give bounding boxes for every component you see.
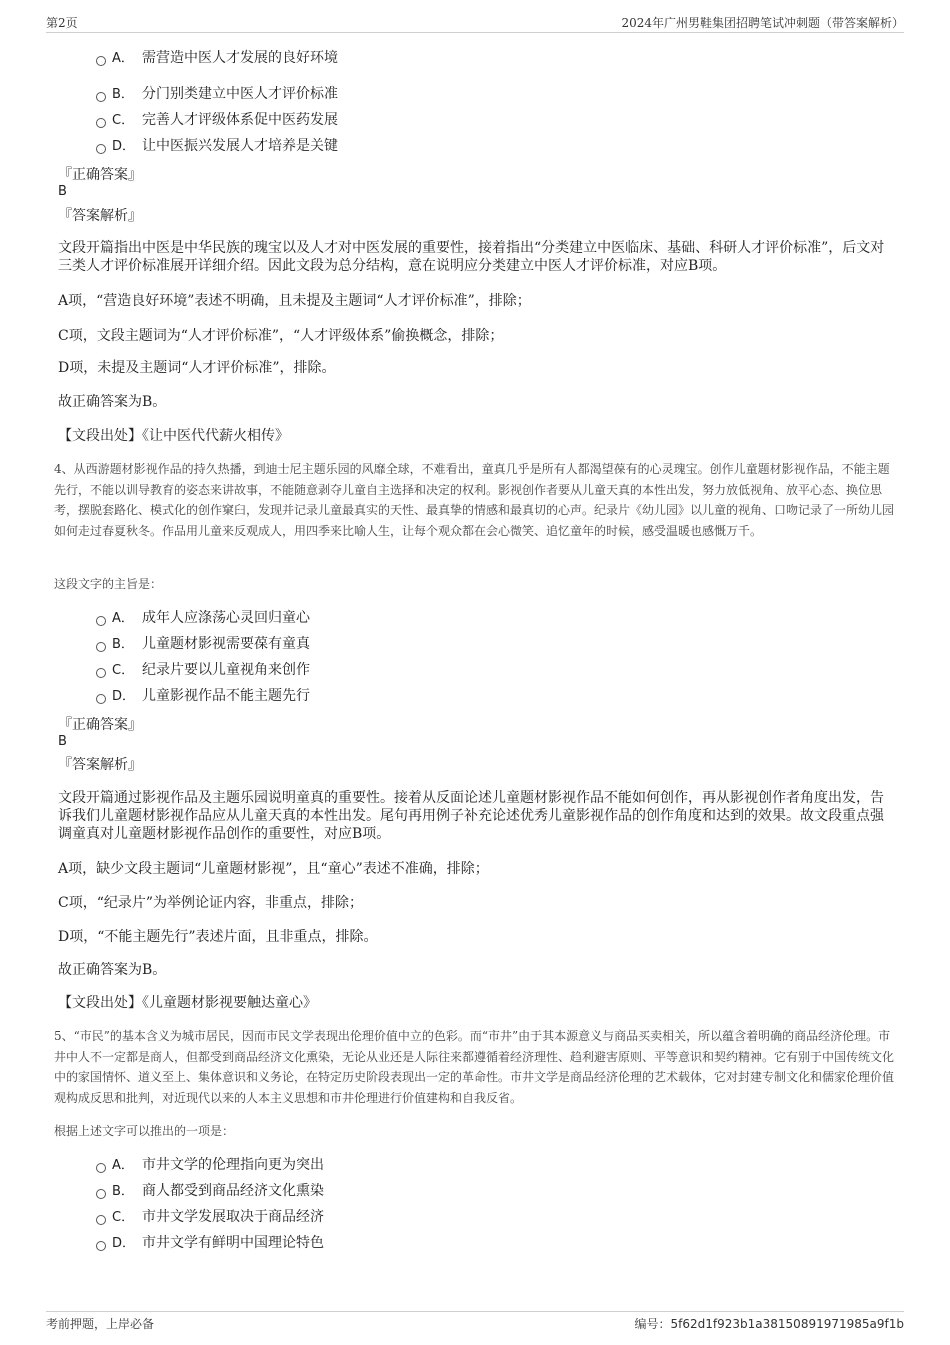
code-value: 5f62d1f923b1a38150891971985a9f1b	[670, 1317, 904, 1331]
q4-conclusion: 故正确答案为B。	[58, 962, 167, 978]
q3-option-d[interactable]: D． 让中医振兴发展人才培养是关键	[96, 136, 338, 156]
q4-prompt: 这段文字的主旨是：	[54, 577, 163, 591]
q3-answer-label: 『正确答案』	[58, 167, 142, 183]
page-header	[46, 14, 904, 33]
radio-icon[interactable]	[96, 1241, 106, 1251]
radio-icon[interactable]	[96, 642, 106, 652]
q4-option-d[interactable]: D． 儿童影视作品不能主题先行	[96, 686, 310, 706]
radio-icon[interactable]	[96, 118, 106, 128]
radio-icon[interactable]	[96, 92, 106, 102]
q3-option-c[interactable]: C． 完善人才评级体系促中医药发展	[96, 110, 338, 130]
q3-analysis-label: 『答案解析』	[58, 208, 142, 224]
q4-option-b[interactable]: B． 儿童题材影视需要葆有童真	[96, 634, 310, 654]
q3-option-b[interactable]: B． 分门别类建立中医人才评价标准	[96, 84, 338, 104]
q4-analysis-d: D项，“不能主题先行”表述片面，且非重点，排除。	[58, 929, 378, 945]
radio-icon[interactable]	[96, 668, 106, 678]
code-label: 编号：	[634, 1317, 671, 1331]
page-number: 第2页	[46, 16, 78, 30]
q4-source: 【文段出处】《儿童题材影视要触达童心》	[58, 995, 317, 1011]
q3-conclusion: 故正确答案为B。	[58, 394, 167, 410]
q4-option-a[interactable]: A． 成年人应涤荡心灵回归童心	[96, 608, 310, 628]
q4-option-c[interactable]: C． 纪录片要以儿童视角来创作	[96, 660, 310, 680]
q4-analysis-c: C项，“纪录片”为举例论证内容，非重点，排除；	[58, 895, 364, 911]
q4-question-text: 4、从西游题材影视作品的持久热播，到迪士尼主题乐园的风靡全球，不难看出，童真几乎是所有人都渴望葆有的心灵瑰宝。创作儿童题材影视作品，不能主题先行，不能以训导教育的姿态来讲故事，不能随意剥夺儿童自主选择和决定的权利。影视创作者要从儿童天真的本性出发，努力放低视角、放平心态、换位思考，摆脱套路化、模式化的创作窠臼，发现并记录儿童最真实的天性、最真挚的情感和最真切的心声。纪录片《幼儿园》以儿童的视角、口吻记录了一所幼儿园如何走过春夏秋冬。作品用儿童来反观成人，用四季来比喻人生，让每个观众都在会心微笑、追忆童年的时候，感受温暖也感慨万千。	[54, 462, 895, 538]
q3-analysis-a: A项，“营造良好环境”表述不明确，且未提及主题词“人才评价标准”，排除；	[58, 293, 531, 309]
q3-analysis-d: D项，未提及主题词“人才评价标准”，排除。	[58, 360, 336, 376]
q5-option-b[interactable]: B． 商人都受到商品经济文化熏染	[96, 1181, 324, 1201]
radio-icon[interactable]	[96, 1163, 106, 1173]
q5-prompt: 根据上述文字可以推出的一项是：	[54, 1124, 235, 1138]
q4-answer-label: 『正确答案』	[58, 717, 142, 733]
q3-option-a[interactable]: A． 需营造中医人才发展的良好环境	[96, 48, 338, 68]
q5-option-a[interactable]: A． 市井文学的伦理指向更为突出	[96, 1155, 324, 1175]
q4-analysis-paragraph: 文段开篇通过影视作品及主题乐园说明童真的重要性。接着从反面论述儿童题材影视作品不能如何创作，再从影视创作者角度出发，告诉我们儿童题材影视作品应从儿童天真的本性出发。尾句再用例子补充论述优秀儿童影视作品的创作角度和达到的效果。故文段重点强调童真对儿童题材影视作品创作的重要性，对应B项。	[58, 790, 884, 842]
radio-icon[interactable]	[96, 616, 106, 626]
radio-icon[interactable]	[96, 694, 106, 704]
q5-question-text: 5、“市民”的基本含义为城市居民，因而市民文学表现出伦理价值中立的色彩。而“市井”由于其本源意义与商品买卖相关，所以蕴含着明确的商品经济伦理。市井中人不一定都是商人，但都受到商品经济文化熏染，无论从业还是人际往来都遵循着经济理性、趋利避害原则、平等意识和契约精神。它有别于中国传统文化中的家国情怀、道义至上、集体意识和义务论，在特定历史阶段表现出一定的革命性。市井文学是商品经济伦理的艺术载体，它对封建专制文化和儒家伦理价值观构成反思和批判，对近现代以来的人本主义思想和市井伦理进行价值建构和自我反省。	[54, 1029, 895, 1105]
q5-option-d[interactable]: D． 市井文学有鲜明中国理论特色	[96, 1233, 324, 1253]
document-code	[635, 1315, 904, 1332]
radio-icon[interactable]	[96, 56, 106, 66]
footer-slogan: 考前押题，上岸必备	[46, 1317, 155, 1331]
q3-source: 【文段出处】《让中医代代薪火相传》	[58, 428, 289, 444]
q3-analysis-paragraph: 文段开篇指出中医是中华民族的瑰宝以及人才对中医发展的重要性，接着指出“分类建立中医临床、基础、科研人才评价标准”，后文对三类人才评价标准展开详细介绍。因此文段为总分结构，意在说明应分类建立中医人才评价标准，对应B项。	[58, 240, 885, 274]
document-title: 2024年广州男鞋集团招聘笔试冲刺题（带答案解析）	[621, 16, 904, 30]
q3-answer: B	[58, 184, 67, 199]
q4-answer: B	[58, 734, 67, 749]
q5-option-c[interactable]: C． 市井文学发展取决于商品经济	[96, 1207, 324, 1227]
radio-icon[interactable]	[96, 1189, 106, 1199]
radio-icon[interactable]	[96, 144, 106, 154]
radio-icon[interactable]	[96, 1215, 106, 1225]
q4-analysis-a: A项，缺少文段主题词“儿童题材影视”，且“童心”表述不准确，排除；	[58, 861, 489, 877]
q4-analysis-label: 『答案解析』	[58, 757, 142, 773]
page-footer	[46, 1311, 904, 1332]
q3-analysis-c: C项，文段主题词为“人才评价标准”，“人才评级体系”偷换概念，排除；	[58, 328, 504, 344]
